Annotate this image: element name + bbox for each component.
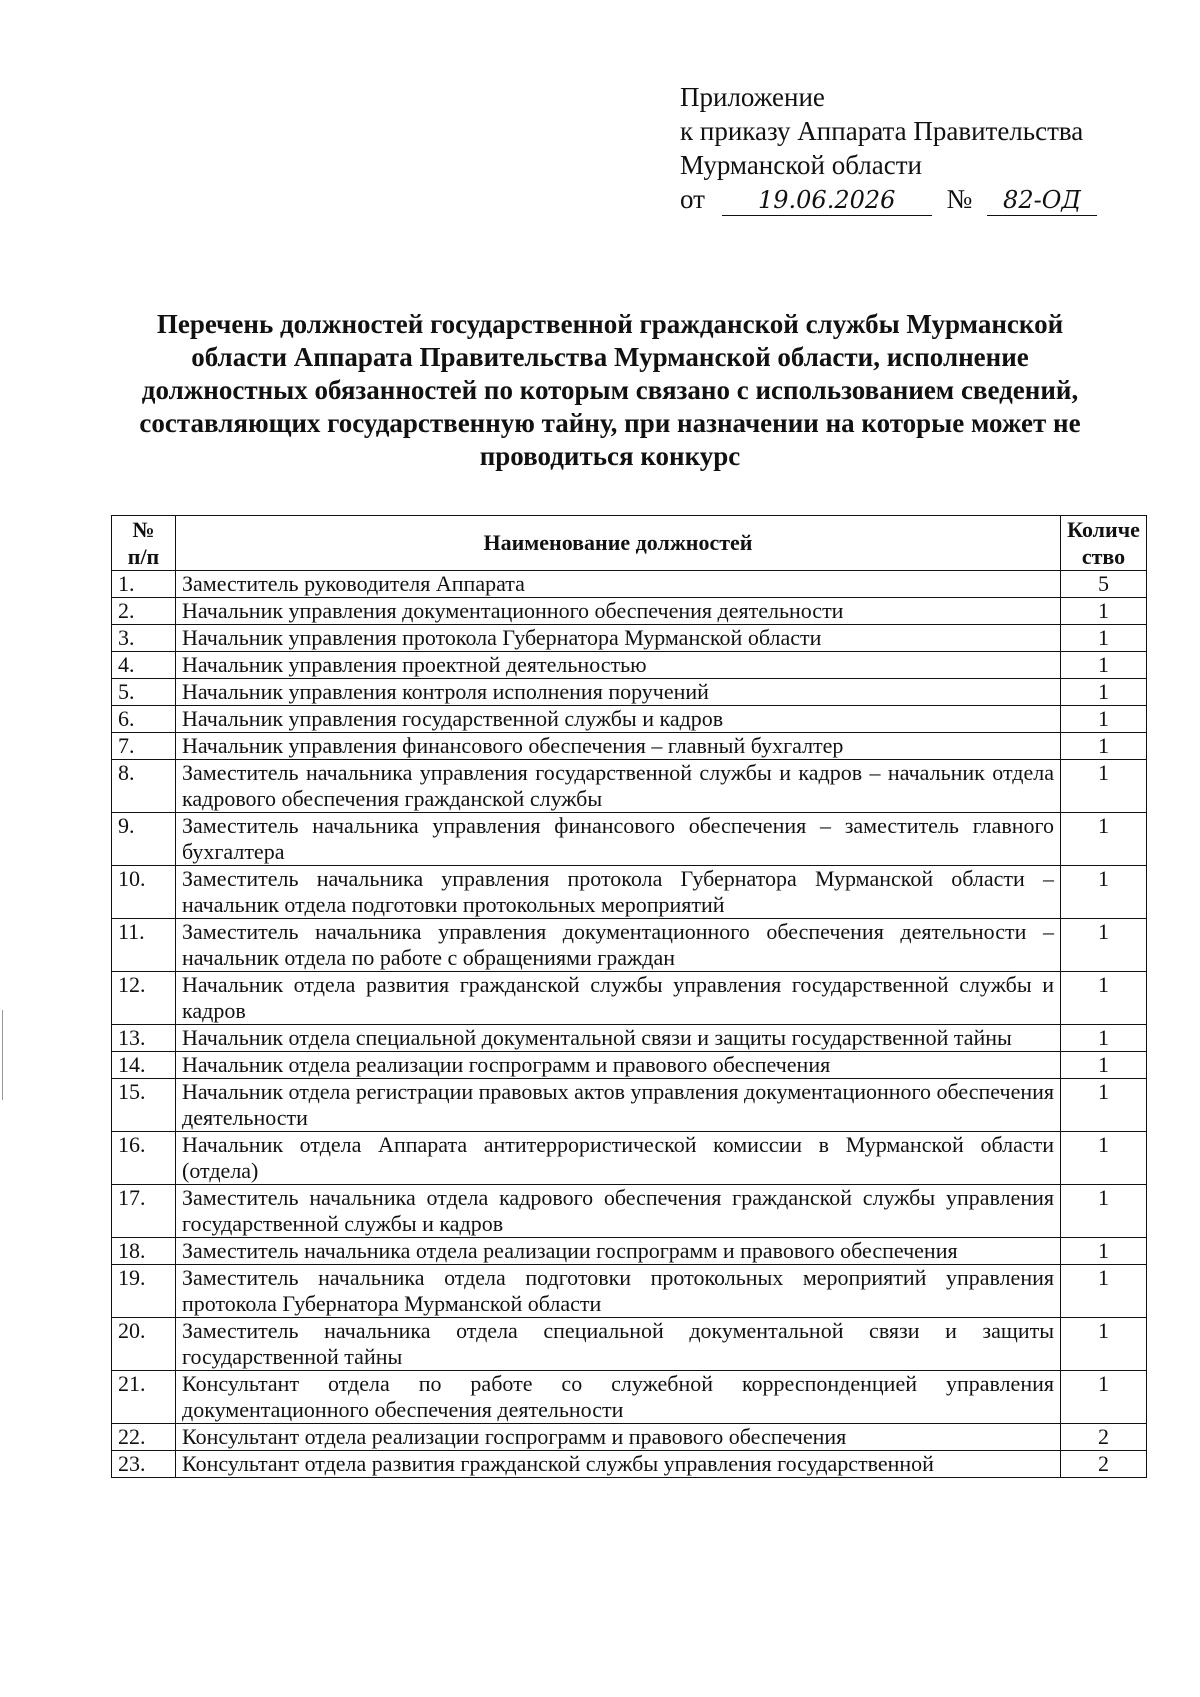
row-number: 22.	[112, 1424, 176, 1451]
table-row	[112, 972, 1147, 1025]
header-position-name: Наименование должностей	[176, 516, 1061, 571]
appendix-line-3: Мурманской области	[680, 150, 922, 180]
row-quantity: 1	[1061, 1265, 1147, 1318]
table-row	[112, 571, 1147, 598]
table-row	[112, 1371, 1147, 1424]
row-quantity: 2	[1061, 1451, 1147, 1478]
row-number: 19.	[112, 1265, 176, 1318]
row-number: 8.	[112, 760, 176, 813]
row-position-name: Начальник отдела регистрации правовых актов управления документационного обеспечения деятельности	[176, 1079, 1061, 1132]
row-quantity: 1	[1061, 760, 1147, 813]
row-position-name: Заместитель начальника отдела кадрового обеспечения гражданской службы управления государственной службы и кадров	[176, 1185, 1061, 1238]
appendix-line-2: к приказу Аппарата Правительства	[680, 116, 1084, 146]
row-number: 6.	[112, 706, 176, 733]
row-number: 16.	[112, 1132, 176, 1185]
table-row	[112, 919, 1147, 972]
appendix-date-line	[680, 182, 1097, 216]
row-position-name: Заместитель начальника управления документационного обеспечения деятельности – начальник отдела по работе с обращениями граждан	[176, 919, 1061, 972]
row-number: 20.	[112, 1318, 176, 1371]
row-quantity: 1	[1061, 1371, 1147, 1424]
row-position-name: Начальник управления государственной службы и кадров	[176, 706, 1061, 733]
table-body	[112, 571, 1147, 1478]
row-number: 15.	[112, 1079, 176, 1132]
row-position-name: Начальник отдела реализации госпрограмм и правового обеспечения	[176, 1052, 1061, 1079]
row-number: 18.	[112, 1238, 176, 1265]
row-number: 7.	[112, 733, 176, 760]
row-position-name: Начальник управления протокола Губернатора Мурманской области	[176, 625, 1061, 652]
table-row	[112, 1424, 1147, 1451]
row-quantity: 1	[1061, 1318, 1147, 1371]
date-prefix: от	[680, 184, 705, 214]
row-quantity: 1	[1061, 1238, 1147, 1265]
row-position-name: Начальник отдела Аппарата антитеррористической комиссии в Мурманской области (отдела)	[176, 1132, 1061, 1185]
row-quantity: 1	[1061, 733, 1147, 760]
document-title: Перечень должностей государственной гражданской службы Мурманской области Аппарата Правительства Мурманской области, исполнение должностных обязанностей по которым связано с использованием сведений, составляющих государственную тайну, при назначении на которые может не проводиться конкурс	[139, 309, 1081, 471]
table-row	[112, 679, 1147, 706]
row-number: 10.	[112, 866, 176, 919]
table-row	[112, 813, 1147, 866]
table-row	[112, 652, 1147, 679]
row-position-name: Начальник отдела специальной документальной связи и защиты государственной тайны	[176, 1025, 1061, 1052]
row-position-name: Начальник управления контроля исполнения поручений	[176, 679, 1061, 706]
table-row	[112, 1052, 1147, 1079]
row-number: 21.	[112, 1371, 176, 1424]
row-quantity: 1	[1061, 972, 1147, 1025]
row-number: 1.	[112, 571, 176, 598]
row-number: 3.	[112, 625, 176, 652]
table-row	[112, 866, 1147, 919]
row-quantity: 1	[1061, 679, 1147, 706]
row-number: 9.	[112, 813, 176, 866]
handwritten-date: 19.06.2026	[722, 185, 932, 216]
row-quantity: 1	[1061, 598, 1147, 625]
header-number: № п/п	[112, 516, 176, 571]
row-number: 5.	[112, 679, 176, 706]
row-position-name: Консультант отдела по работе со служебной корреспонденцией управления документационного обеспечения деятельности	[176, 1371, 1061, 1424]
row-position-name: Начальник управления финансового обеспечения – главный бухгалтер	[176, 733, 1061, 760]
table-row	[112, 706, 1147, 733]
row-quantity: 1	[1061, 625, 1147, 652]
appendix-line-1: Приложение	[680, 82, 825, 112]
table-row	[112, 598, 1147, 625]
row-quantity: 5	[1061, 571, 1147, 598]
row-number: 23.	[112, 1451, 176, 1478]
table-header-row	[112, 516, 1147, 571]
row-quantity: 1	[1061, 919, 1147, 972]
row-quantity: 1	[1061, 1052, 1147, 1079]
row-number: 4.	[112, 652, 176, 679]
row-position-name: Начальник управления документационного обеспечения деятельности	[176, 598, 1061, 625]
row-position-name: Заместитель начальника управления финансового обеспечения – заместитель главного бухгалтера	[176, 813, 1061, 866]
row-position-name: Консультант отдела реализации госпрограмм и правового обеспечения	[176, 1424, 1061, 1451]
scan-edge-mark	[2, 1010, 3, 1100]
row-position-name: Начальник отдела развития гражданской службы управления государственной службы и кадров	[176, 972, 1061, 1025]
number-prefix: №	[946, 184, 973, 214]
table-row	[112, 1265, 1147, 1318]
table-row	[112, 733, 1147, 760]
row-quantity: 1	[1061, 1079, 1147, 1132]
row-number: 2.	[112, 598, 176, 625]
table-row	[112, 1451, 1147, 1478]
row-number: 11.	[112, 919, 176, 972]
row-position-name: Заместитель начальника управления государственной службы и кадров – начальник отдела кадрового обеспечения гражданской службы	[176, 760, 1061, 813]
table-row	[112, 1079, 1147, 1132]
row-position-name: Начальник управления проектной деятельностью	[176, 652, 1061, 679]
table-row	[112, 1132, 1147, 1185]
header-quantity: Количе ство	[1061, 516, 1147, 571]
positions-table	[111, 515, 1147, 1478]
row-position-name: Заместитель руководителя Аппарата	[176, 571, 1061, 598]
row-quantity: 1	[1061, 1025, 1147, 1052]
row-quantity: 1	[1061, 652, 1147, 679]
row-quantity: 1	[1061, 1132, 1147, 1185]
row-quantity: 1	[1061, 706, 1147, 733]
row-quantity: 1	[1061, 1185, 1147, 1238]
table-row	[112, 1025, 1147, 1052]
row-position-name: Заместитель начальника отдела специальной документальной связи и защиты государственной тайны	[176, 1318, 1061, 1371]
table-row	[112, 1238, 1147, 1265]
row-quantity: 2	[1061, 1424, 1147, 1451]
row-position-name: Заместитель начальника управления протокола Губернатора Мурманской области – начальник отдела подготовки протокольных мероприятий	[176, 866, 1061, 919]
appendix-block	[680, 80, 1097, 216]
row-position-name: Заместитель начальника отдела подготовки протокольных мероприятий управления протокола Губернатора Мурманской области	[176, 1265, 1061, 1318]
row-position-name: Заместитель начальника отдела реализации госпрограмм и правового обеспечения	[176, 1238, 1061, 1265]
row-position-name: Консультант отдела развития гражданской службы управления государственной	[176, 1451, 1061, 1478]
row-number: 13.	[112, 1025, 176, 1052]
row-number: 17.	[112, 1185, 176, 1238]
table-row	[112, 1185, 1147, 1238]
table-row	[112, 760, 1147, 813]
row-quantity: 1	[1061, 866, 1147, 919]
table-row	[112, 625, 1147, 652]
table-row	[112, 1318, 1147, 1371]
handwritten-number: 82-ОД	[987, 185, 1097, 216]
row-number: 14.	[112, 1052, 176, 1079]
row-number: 12.	[112, 972, 176, 1025]
row-quantity: 1	[1061, 813, 1147, 866]
